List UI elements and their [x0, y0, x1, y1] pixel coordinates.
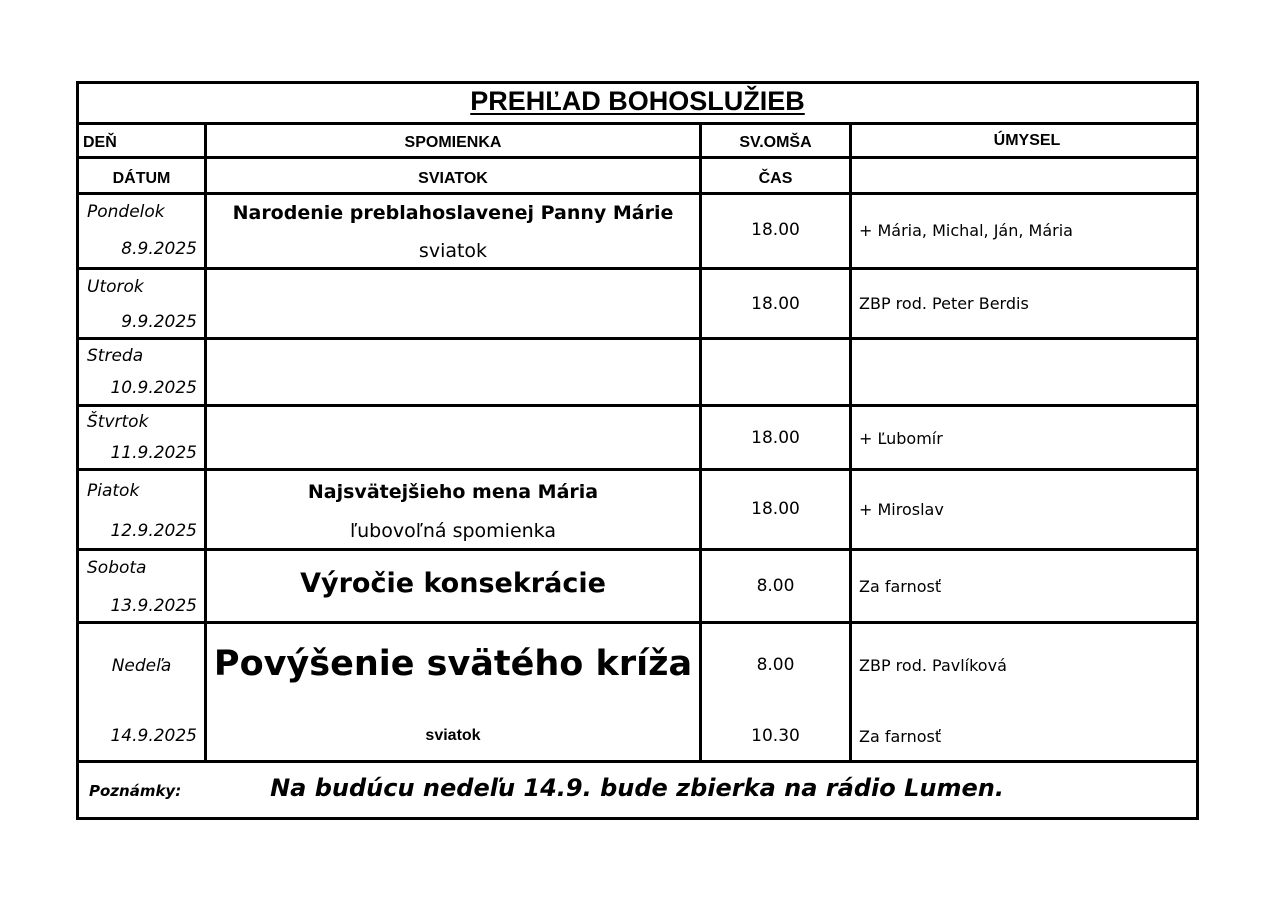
notes-text: Na budúcu nedeľu 14.9. bude zbierka na rádio Lumen.: [270, 774, 1004, 802]
intention-cell: Za farnosť: [859, 727, 942, 746]
time-cell: 10.30: [751, 726, 800, 746]
intention-cell: + Miroslav: [859, 500, 944, 519]
divider: [79, 337, 1196, 340]
feast-cell: Najsvätejšieho mena Mária: [307, 481, 599, 503]
header-feast-type: SVIATOK: [418, 170, 488, 187]
divider: [79, 192, 1196, 195]
day-cell: Piatok: [87, 481, 140, 501]
intention-cell: Za farnosť: [859, 577, 942, 596]
intention-cell: ZBP rod. Pavlíková: [859, 656, 1007, 675]
intention-cell: ZBP rod. Peter Berdis: [859, 294, 1029, 313]
notes-label: Poznámky:: [89, 782, 182, 800]
divider: [79, 156, 1196, 159]
header-mass: SV.OMŠA: [739, 134, 812, 151]
header-feast: SPOMIENKA: [404, 134, 502, 151]
day-cell: Streda: [87, 346, 144, 366]
date-cell: 10.9.2025: [110, 378, 197, 398]
feast-cell: Narodenie preblahoslavenej Panny Márie: [232, 202, 674, 224]
header-time: ČAS: [758, 170, 793, 187]
intention-cell: + Mária, Michal, Ján, Mária: [859, 221, 1073, 240]
page-title: PREHĽAD BOHOSLUŽIEB: [470, 86, 805, 116]
time-cell: 8.00: [756, 576, 795, 596]
time-cell: 18.00: [751, 428, 800, 448]
day-cell: Pondelok: [87, 202, 165, 222]
schedule-table: [76, 81, 1199, 820]
date-cell: 8.9.2025: [121, 239, 197, 259]
date-cell: 12.9.2025: [110, 521, 197, 541]
feast-type-cell: ľubovoľná spomienka: [350, 520, 556, 542]
day-cell: Štvrtok: [87, 412, 149, 432]
divider: [79, 760, 1196, 763]
feast-type-cell: sviatok: [418, 240, 488, 262]
day-cell: Utorok: [87, 277, 144, 297]
day-cell: Sobota: [87, 558, 147, 578]
time-cell: 18.00: [751, 294, 800, 314]
feast-cell: Povýšenie svätého kríža: [213, 644, 693, 684]
feast-type-cell: sviatok: [425, 727, 481, 744]
divider: [79, 548, 1196, 551]
feast-cell: Výročie konsekrácie: [300, 568, 606, 599]
date-cell: 11.9.2025: [110, 443, 197, 463]
date-cell: 9.9.2025: [121, 312, 197, 332]
day-cell: Nedeľa: [111, 656, 172, 676]
time-cell: 18.00: [751, 499, 800, 519]
header-date: DÁTUM: [112, 170, 171, 187]
time-cell: 18.00: [751, 220, 800, 240]
time-cell: 8.00: [756, 655, 795, 675]
header-intention: ÚMYSEL: [993, 132, 1061, 149]
divider: [79, 122, 1196, 125]
intention-cell: + Ľubomír: [859, 429, 943, 448]
divider: [79, 621, 1196, 624]
date-cell: 14.9.2025: [110, 726, 197, 746]
date-cell: 13.9.2025: [110, 596, 197, 616]
header-day: DEŇ: [83, 134, 117, 151]
divider: [79, 468, 1196, 471]
divider: [79, 404, 1196, 407]
divider: [849, 122, 852, 761]
divider: [79, 267, 1196, 270]
